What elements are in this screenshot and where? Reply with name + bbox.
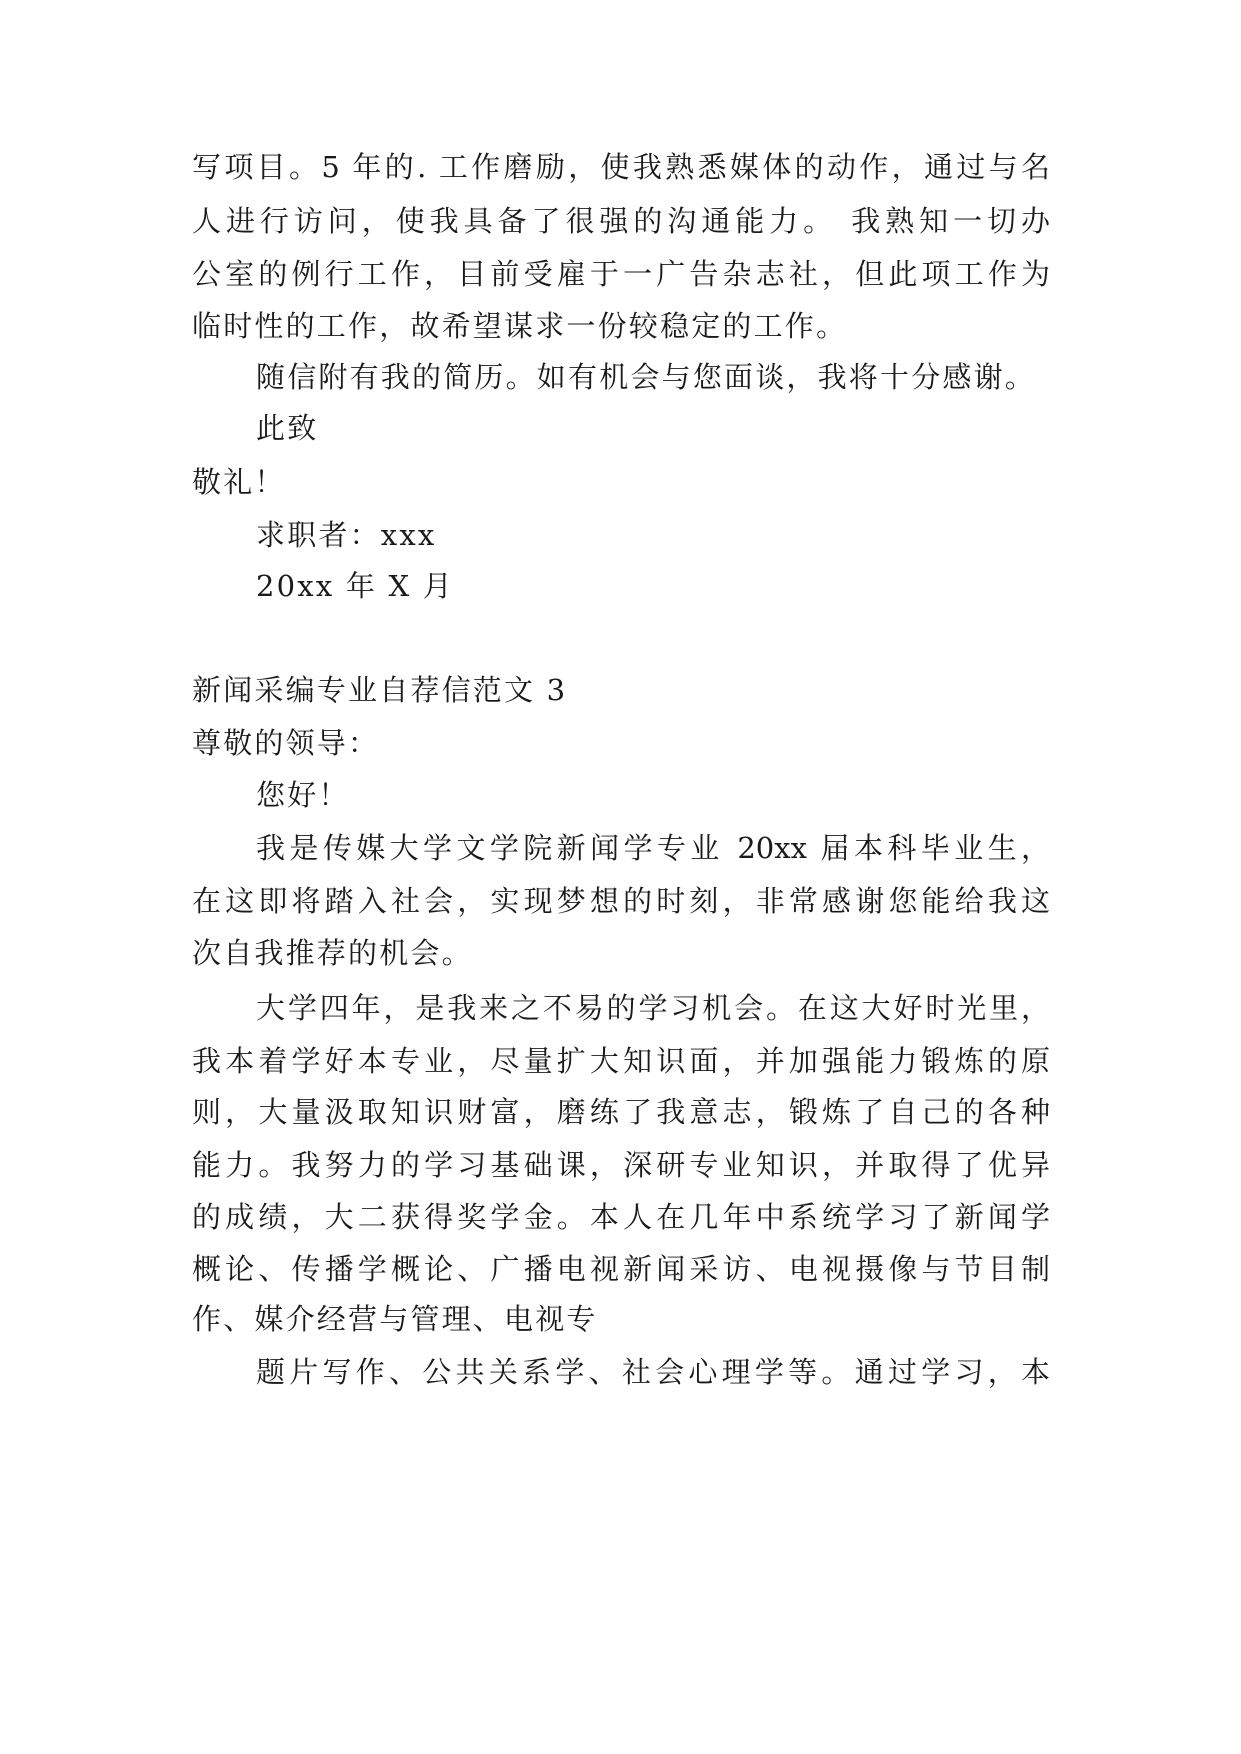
salutation-close: 此致	[256, 411, 319, 445]
body-line: 大学四年，是我来之不易的学习机会。在这大好时光里，	[256, 991, 1050, 1025]
greeting: 您好！	[256, 778, 350, 812]
body-line: 在这即将踏入社会，实现梦想的时刻，非常感谢您能给我这	[192, 884, 1050, 918]
section-title: 新闻采编专业自荐信范文 3	[192, 673, 568, 707]
body-line: 公室的例行工作，目前受雇于一广告杂志社，但此项工作为	[192, 257, 1050, 291]
signature: 求职者：xxx	[256, 518, 437, 552]
body-line: 题片写作、公共关系学、社会心理学等。通过学习，本	[256, 1355, 1050, 1389]
body-line: 作、媒介经营与管理、电视专	[192, 1302, 598, 1336]
body-line: 写项目。5 年的. 工作磨励，使我熟悉媒体的动作，通过与名	[192, 150, 1050, 184]
letter-date: 20xx 年 X 月	[256, 569, 454, 603]
body-line: 我是传媒大学文学院新闻学专业 20xx 届本科毕业生，	[256, 831, 1050, 865]
body-line: 人进行访问，使我具备了很强的沟通能力。 我熟知一切办	[192, 204, 1050, 238]
body-line: 概论、传播学概论、广播电视新闻采访、电视摄像与节目制	[192, 1252, 1050, 1286]
addressee: 尊敬的领导：	[192, 726, 380, 760]
body-line: 则，大量汲取知识财富，磨练了我意志，锻炼了自己的各种	[192, 1095, 1050, 1129]
body-line: 次自我推荐的机会。	[192, 936, 473, 970]
body-line: 我本着学好本专业，尽量扩大知识面，并加强能力锻炼的原	[192, 1044, 1050, 1078]
body-line: 临时性的工作，故希望谋求一份较稳定的工作。	[192, 309, 848, 343]
body-line: 的成绩，大二获得奖学金。本人在几年中系统学习了新闻学	[192, 1200, 1050, 1234]
body-line: 能力。我努力的学习基础课，深研专业知识，并取得了优异	[192, 1148, 1050, 1182]
closing-paragraph: 随信附有我的简历。如有机会与您面谈，我将十分感谢。	[256, 360, 1037, 394]
regards: 敬礼！	[192, 465, 286, 499]
